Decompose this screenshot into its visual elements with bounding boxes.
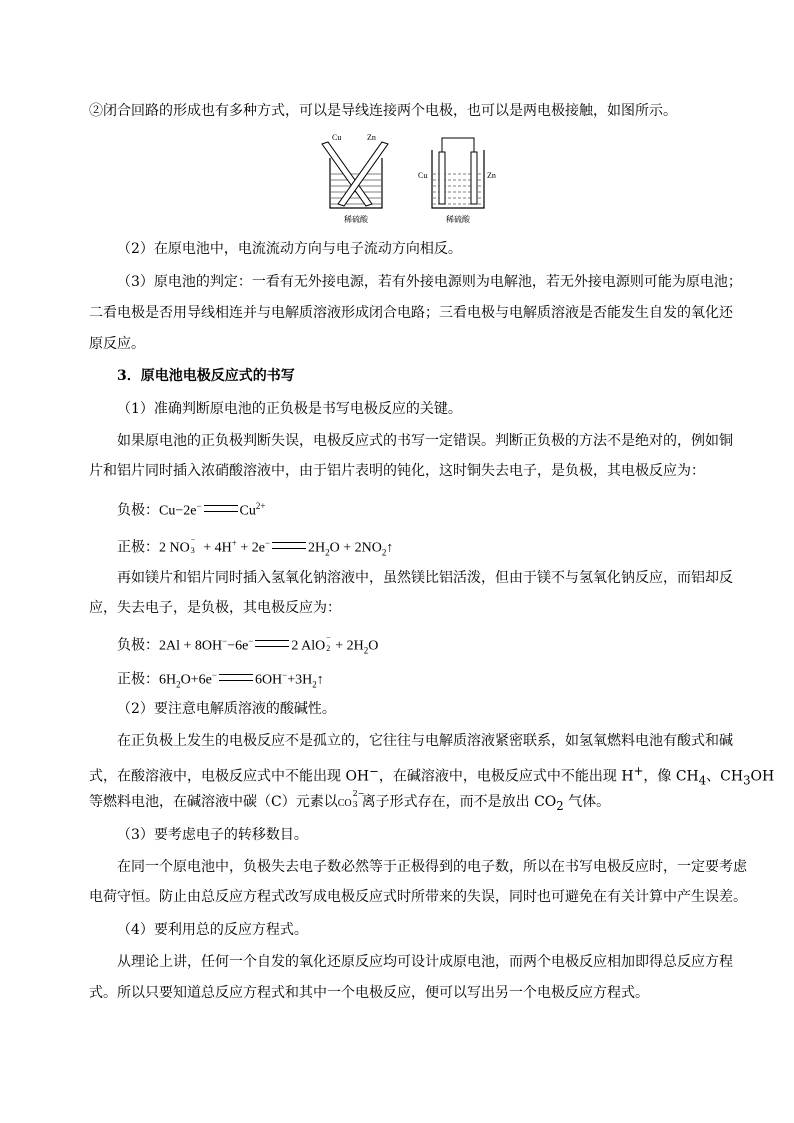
paragraph-electron-line1: 在同一个原电池中，负极失去电子数必然等于正极得到的电子数，所以在书写电极反应时，一定要考虑 (117, 859, 747, 875)
paragraph-example-line2: 片和铝片同时插入浓硝酸溶液中，由于铝片表明的钝化，这时铜失去电子，是负极，其电极反应为： (89, 463, 705, 479)
equation-positive-cu: 正极：2 NO − 3 + 4H+ + 2e− $2H_2O$ + $2NO_2↑$ (117, 534, 394, 558)
paragraph-judgement-line2: 二看电极是否用导线相连并与电解质溶液形成闭合电路；三看电极与电解质溶液是否能发生自发的氧化还 (89, 305, 733, 321)
zn-electrode-right (471, 152, 477, 204)
paragraph-example-line1: 如果原电池的正负极判断失误，电极反应式的书写一定错误。判断正负极的方法不是绝对的，例如铜 (117, 433, 733, 449)
equation-negative-al: 负极：2Al + 8OH−−6e− 2 AlO − 2 + $2H_2O$ (117, 632, 379, 656)
label-zn-left: Zn (367, 133, 376, 142)
label-zn-right: Zn (487, 171, 496, 180)
equals-sign (272, 542, 306, 549)
paragraph-point-3: （3）要考虑电子的转移数目。 (117, 827, 308, 843)
label-cu-right: Cu (418, 171, 428, 180)
equation-label: 负极： (117, 638, 159, 654)
equation-negative-cu: 负极：Cu−2e− $Cu^{2+}$ (117, 501, 266, 519)
electrode-figure (312, 130, 512, 230)
paragraph-theory-line2: 式。所以只要知道总反应方程式和其中一个电极反应，便可以写出另一个电极反应方程式。 (89, 985, 649, 1001)
equation-label: 负极： (117, 503, 159, 519)
paragraph-closed-circuit: ②闭合回路的形成也有多种方式，可以是导线连接两个电极，也可以是两电极接触，如图所示。 (89, 103, 677, 119)
paragraph-point-2: （2）要注意电解质溶液的酸碱性。 (117, 701, 336, 717)
equation-positive-h2o: 正极：$6H_2O+6e^-$ $6OH^-+3H_2↑$ (117, 670, 324, 690)
equation-label: 正极： (117, 540, 159, 556)
paragraph-acidity-line2: 式，在酸溶液中，电极反应式中不能出现 OH−，在碱溶液中，电极反应式中不能出现 H+，像 $CH_4$、$CH_3OH$ (89, 764, 775, 788)
equals-sign (255, 640, 289, 647)
section-heading: 3．原电池电极反应式的书写 (117, 368, 295, 384)
paragraph-point-4: （4）要利用总的反应方程式。 (117, 922, 308, 938)
cu-electrode-right (439, 152, 445, 204)
paragraph-judgement-line1: （3）原电池的判定：一看有无外接电源，若有外接电源则为电解池，若无外接电源则可能为原电池； (117, 274, 742, 290)
equation-label: 正极： (117, 672, 159, 688)
paragraph-acidity-line3: 等燃料电池，在碱溶液中碳（C）元素以CO 2− 3 离子形式存在，而不是放出 $CO_2$ 气体。 (89, 789, 611, 813)
paragraph-electron-line2: 电荷守恒。防止由总反应方程式改写成电极反应式时所带来的失误，同时也可避免在有关计算中产生误差。 (89, 889, 747, 905)
paragraph-mg-al-line2: 应，失去电子，是负极，其电极反应为： (89, 600, 341, 616)
paragraph-judgement-line3: 原反应。 (89, 336, 145, 352)
paragraph-acidity-line1: 在正负极上发生的电极反应不是孤立的，它往往与电解质溶液紧密联系，如氢氧燃料电池有酸式和碱 (117, 733, 733, 749)
caption-left: 稀硫酸 (344, 215, 368, 224)
beaker-left (322, 133, 388, 224)
caption-right: 稀硫酸 (446, 215, 470, 224)
paragraph-current-direction: （2）在原电池中，电流流动方向与电子流动方向相反。 (117, 241, 462, 257)
equals-sign (219, 674, 253, 681)
paragraph-point-1: （1）准确判断原电池的正负极是书写电极反应的关键。 (117, 401, 462, 417)
equals-sign (204, 505, 238, 512)
paragraph-mg-al-line1: 再如镁片和铝片同时插入氢氧化钠溶液中，虽然镁比铝活泼，但由于镁不与氢氧化钠反应，而铝却反 (117, 570, 733, 586)
label-cu-left: Cu (332, 133, 342, 142)
beaker-right (418, 138, 496, 224)
paragraph-theory-line1: 从理论上讲，任何一个自发的氧化还原反应均可设计成原电池，而两个电极反应相加即得总反应方程 (117, 954, 733, 970)
wire (442, 138, 474, 154)
